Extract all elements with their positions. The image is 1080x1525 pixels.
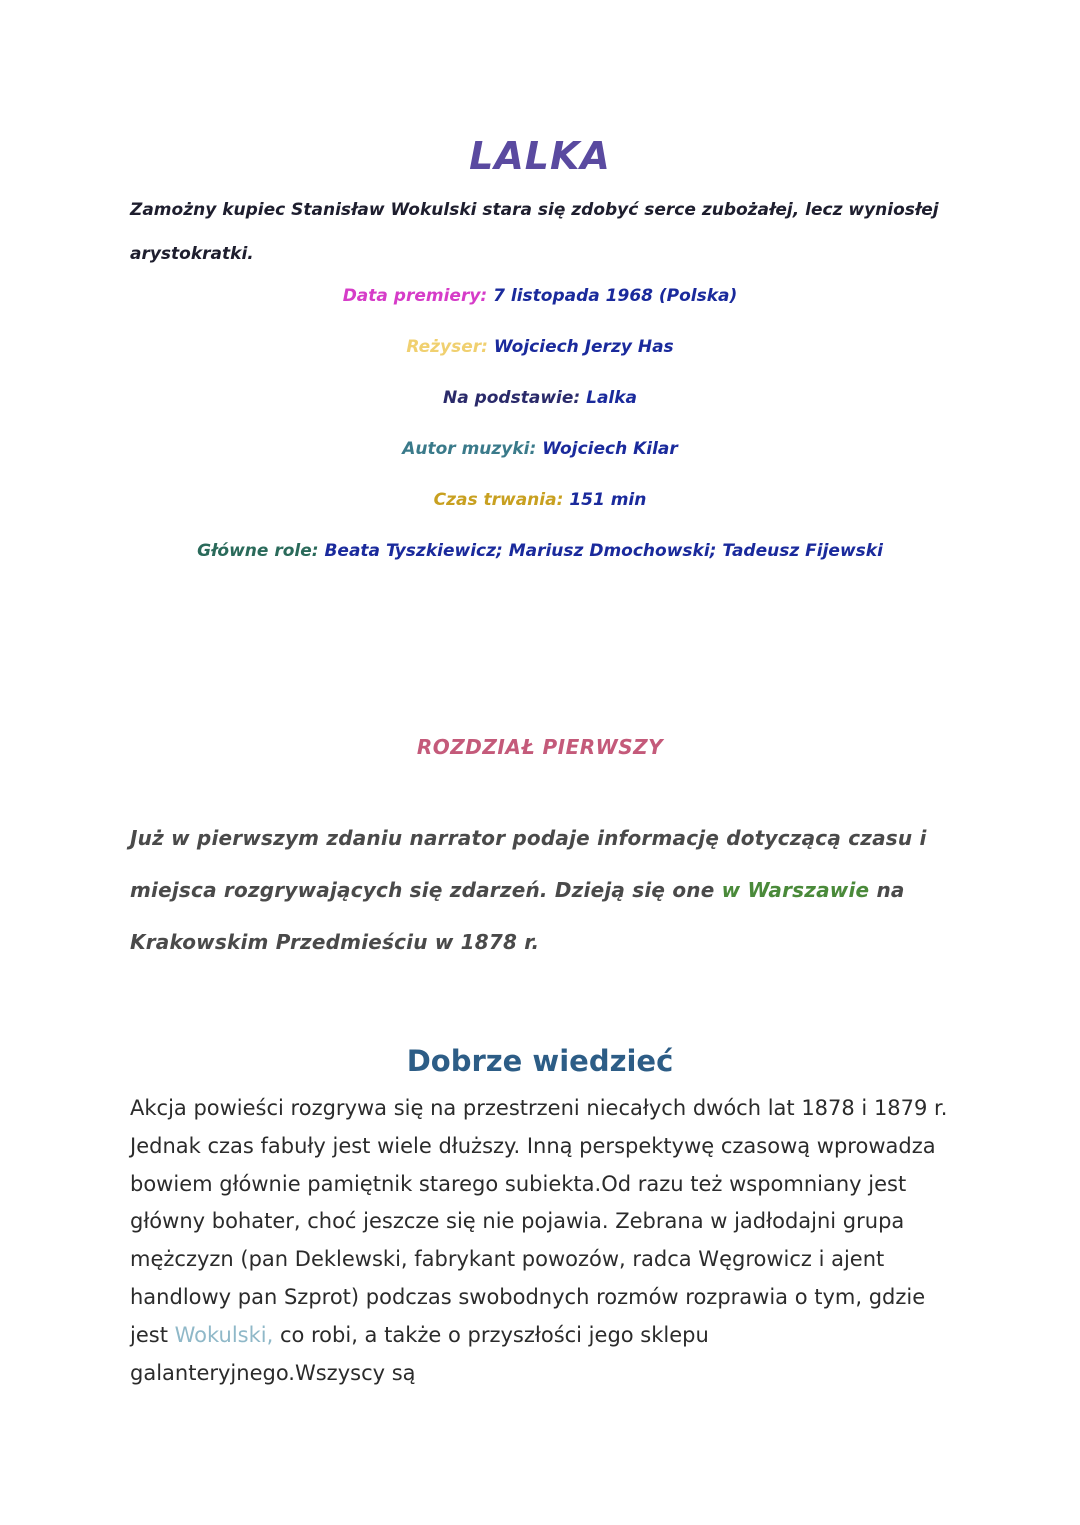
chapter-text-before: Już w pierwszym zdaniu narrator podaje informację dotyczącą czasu i miejsca rozgrywających się zdarzeń. Dzieją się one xyxy=(130,826,927,902)
info-music xyxy=(0,439,1080,459)
info-label: Reżyser: xyxy=(406,337,488,357)
good-text-after: co robi, a także o przyszłości jego sklepu galanteryjnego.Wszyscy są xyxy=(130,1322,709,1385)
info-label: Data premiery: xyxy=(342,286,488,306)
info-based-on xyxy=(0,388,1080,408)
info-value: Wojciech Jerzy Has xyxy=(493,337,674,357)
good-text-before: Akcja powieści rozgrywa się na przestrzeni niecałych dwóch lat 1878 i 1879 r. Jednak czas fabuły jest wiele dłuższy. Inną perspektywę czasową wprowadza bowiem głównie pamiętnik starego subiekta.Od razu też wspomniany jest główny bohater, choć jeszcze się nie pojawia. Zebrana w jadłodajni grupa mężczyzn (pan Deklewski, fabrykant powozów, radca Węgrowicz i ajent handlowy pan Szprot) podczas swobodnych rozmów rozprawia o tym, gdzie jest xyxy=(130,1096,948,1347)
info-label: Na podstawie: xyxy=(442,388,581,408)
page-title: LALKA xyxy=(469,134,611,178)
info-value: 7 listopada 1968 (Polska) xyxy=(493,286,738,306)
info-value: Lalka xyxy=(586,388,638,408)
good-text-highlight: Wokulski, xyxy=(174,1322,274,1347)
chapter-paragraph xyxy=(130,812,970,968)
info-label: Czas trwania: xyxy=(433,490,564,510)
good-to-know-paragraph xyxy=(130,1090,960,1392)
info-duration xyxy=(0,490,1080,510)
info-director xyxy=(0,337,1080,357)
info-premiere xyxy=(0,286,1080,306)
good-to-know-heading: Dobrze wiedzieć xyxy=(406,1044,674,1078)
info-cast xyxy=(0,541,1080,561)
synopsis-text: Zamożny kupiec Stanisław Wokulski stara się zdobyć serce zubożałej, lecz wyniosłej arystokratki. xyxy=(130,200,939,264)
info-label: Autor muzyki: xyxy=(402,439,537,459)
info-value: Wojciech Kilar xyxy=(542,439,678,459)
chapter-heading: ROZDZIAŁ PIERWSZY xyxy=(416,735,664,759)
info-value: Beata Tyszkiewicz; Mariusz Dmochowski; Tadeusz Fijewski xyxy=(324,541,883,561)
chapter-text-after: na Krakowskim Przedmieściu w 1878 r. xyxy=(130,878,905,954)
info-value: 151 min xyxy=(569,490,647,510)
info-label: Główne role: xyxy=(197,541,319,561)
chapter-highlight: w Warszawie xyxy=(721,878,870,902)
